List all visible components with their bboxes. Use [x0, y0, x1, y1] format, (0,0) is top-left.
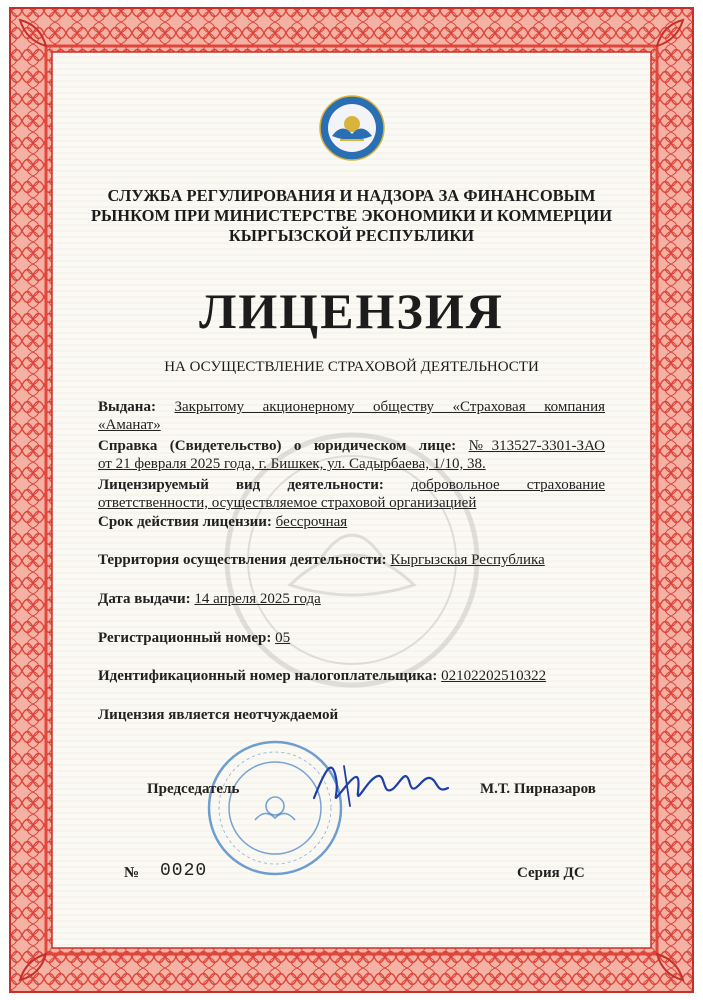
chairman-label: Председатель [147, 781, 240, 797]
issue-date-value: 14 апреля 2025 года [194, 591, 321, 607]
certificate-value: №313527-3301-ЗАО [468, 438, 605, 454]
territory-value: Кыргызская Республика [390, 552, 545, 568]
document-number: 0020 [160, 861, 208, 881]
issue-date-label: Дата выдачи: [98, 591, 191, 607]
tin-value: 02102202510322 [441, 668, 547, 684]
agency-line-1: СЛУЖБА РЕГУЛИРОВАНИЯ И НАДЗОРА ЗА ФИНАНСОВЫМ [107, 186, 596, 205]
reg-number-label: Регистрационный номер: [98, 630, 272, 646]
activity-row [98, 476, 605, 494]
inalienable-note: Лицензия является неотчуждаемой [98, 707, 339, 723]
activity-row-2 [98, 494, 476, 512]
activity-label: Лицензируемый вид деятельности: [98, 477, 384, 493]
validity-row [98, 513, 347, 531]
issued-to-value: Закрытому акционерному обществу «Страховая компания [174, 399, 605, 415]
agency-line-2: РЫНКОМ ПРИ МИНИСТЕРСТВЕ ЭКОНОМИКИ И КОММЕРЦИИ [90, 206, 613, 225]
certificate-row-2 [98, 455, 486, 473]
certificate-value-2: от 21 февраля 2025 года, г. Бишкек, ул. Садырбаева, 1/10, 38. [98, 456, 486, 472]
tin-label: Идентификационный номер налогоплательщика: [98, 668, 438, 684]
validity-value: бессрочная [275, 514, 348, 530]
activity-value-2: ответственности, осуществляемое страховой организацией [98, 495, 477, 511]
certificate-label: Справка (Свидетельство) о юридическом лице: [98, 438, 457, 454]
certificate-row [98, 437, 605, 455]
issued-to-row [98, 398, 605, 416]
validity-label: Срок действия лицензии: [98, 514, 272, 530]
territory-label: Территория осуществления деятельности: [98, 552, 387, 568]
territory-row [98, 551, 545, 569]
number-sign: № [124, 865, 140, 881]
reg-number-value: 05 [275, 630, 291, 646]
activity-value: добровольное страхование [410, 477, 606, 493]
document-title: ЛИЦЕНЗИЯ [199, 283, 504, 339]
issued-to-label: Выдана: [98, 399, 156, 415]
issued-to-value-2: «Аманат» [98, 417, 161, 433]
state-emblem [318, 94, 386, 162]
issue-date-row [98, 590, 321, 608]
series-label: Серия ДС [517, 865, 585, 881]
chairman-name: М.Т. Пирназаров [480, 781, 596, 797]
chairman-signature [306, 748, 456, 818]
agency-line-3: КЫРГЫЗСКОЙ РЕСПУБЛИКИ [228, 226, 475, 245]
document-subtitle: НА ОСУЩЕСТВЛЕНИЕ СТРАХОВОЙ ДЕЯТЕЛЬНОСТИ [164, 359, 539, 375]
tin-row [98, 667, 546, 685]
issued-to-row-2 [98, 416, 161, 434]
reg-number-row [98, 629, 290, 647]
